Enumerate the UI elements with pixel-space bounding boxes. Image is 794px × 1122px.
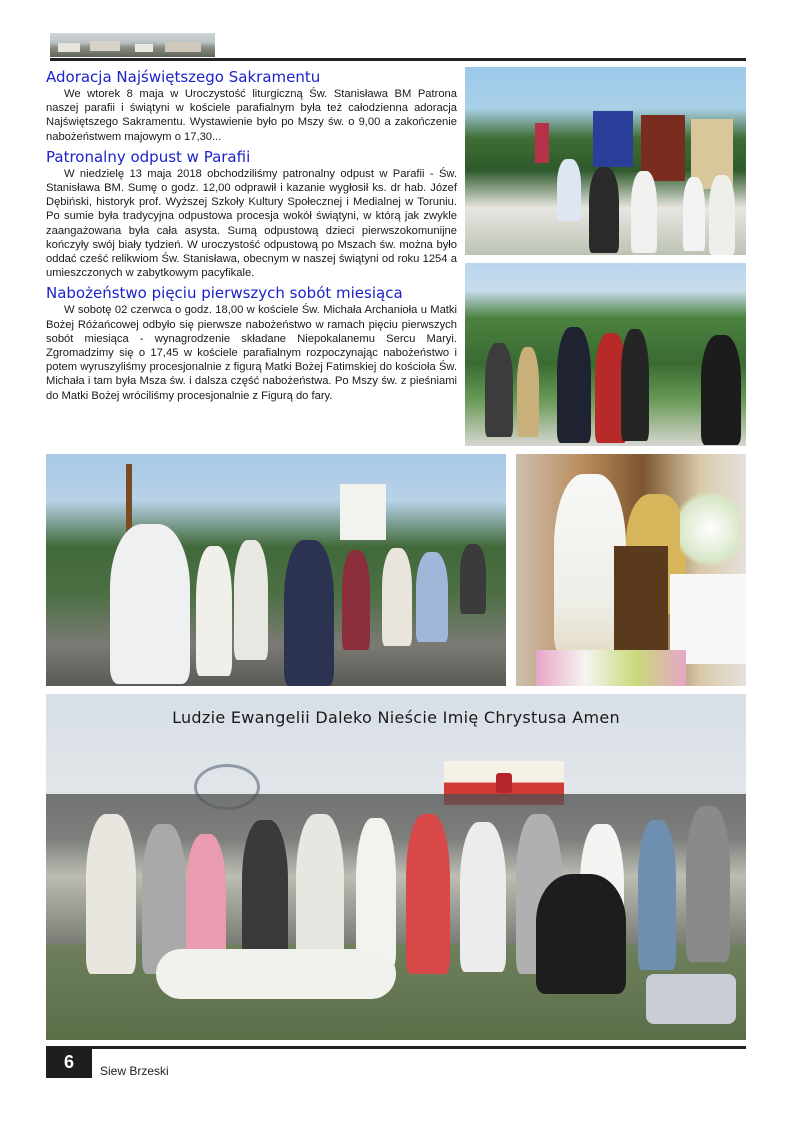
photo-youth-group	[46, 694, 746, 1040]
header-town-thumbnail	[50, 33, 215, 57]
photo-procession-banners	[465, 67, 746, 255]
footer-rule	[46, 1046, 746, 1049]
section-title-adoracja: Adoracja Najświętszego Sakramentu	[46, 68, 321, 86]
photo-outdoor-procession	[46, 454, 506, 686]
section-body-odpust: W niedzielę 13 maja 2018 obchodziliśmy patronalny odpust w Parafii - Św. Stanisława BM. Sumę o godz. 12,00 odprawił i kazanie wygłosił ks. dr hab. Józef Dębiński, historyk prof. Wyższej Szkoły Kultury Społecznej i Medialnej w Toruniu. Po sumie była tradycyjna odpustowa procesja wokół świątyni, w którą jak zwykle zaangażowana była cała asysta. Sumą odpustową dzieci pierwszokomunijne kończyły swój biały tydzień. W uroczystość odpustową po Mszach św. można było oddać cześć relikwiom Św. Stanisława, obecnym w naszej świątyni od roku 1254 a umieszczonych w zabytkowym pacyfikale.	[46, 167, 457, 280]
section-body-soboty: W sobotę 02 czerwca o godz. 18,00 w kościele Św. Michała Archanioła u Matki Bożej Różańcowej odbyło się pierwsze nabożeństwo w ramach pięciu pierwszych sobót miesiąca - wynagrodzenie składane Niepokalanemu Sercu Maryi. Zgromadzimy się o 17,45 w kościele parafialnym rozpoczynając nabożeństwo i potem wyruszyliśmy procesjonalnie z figurą Matki Bożej Fatimskiej do kościoła Św. Michała i tam była Msza św. i dalsza część nabożeństwa. Po Mszy św. z pieśniami do Matki Bożej wróciliśmy procesjonalnie z Figurą do fary.	[46, 304, 457, 402]
header-rule	[50, 58, 746, 61]
photo-clergy-procession	[465, 263, 746, 446]
article-column	[46, 68, 457, 407]
photo-fatima-statue	[516, 454, 746, 686]
page-number: 6	[46, 1046, 92, 1078]
section-title-soboty: Nabożeństwo pięciu pierwszych sobót miesiąca	[46, 284, 403, 303]
section-body-adoracja: We wtorek 8 maja w Uroczystość liturgiczną Św. Stanisława BM Patrona naszej parafii i świątyni w kościele parafialnym była też całodzienna adoracja Najświętszego Sakramentu. Wystawienie było po Mszy św. o 9,00 a zakończenie nabożeństwem majowym o 17,30...	[46, 88, 457, 143]
magazine-name: Siew Brzeski	[100, 1064, 169, 1078]
photo-caption: Ludzie Ewangelii Daleko Nieście Imię Chrystusa Amen	[172, 708, 620, 727]
section-title-odpust: Patronalny odpust w Parafii	[46, 147, 251, 166]
